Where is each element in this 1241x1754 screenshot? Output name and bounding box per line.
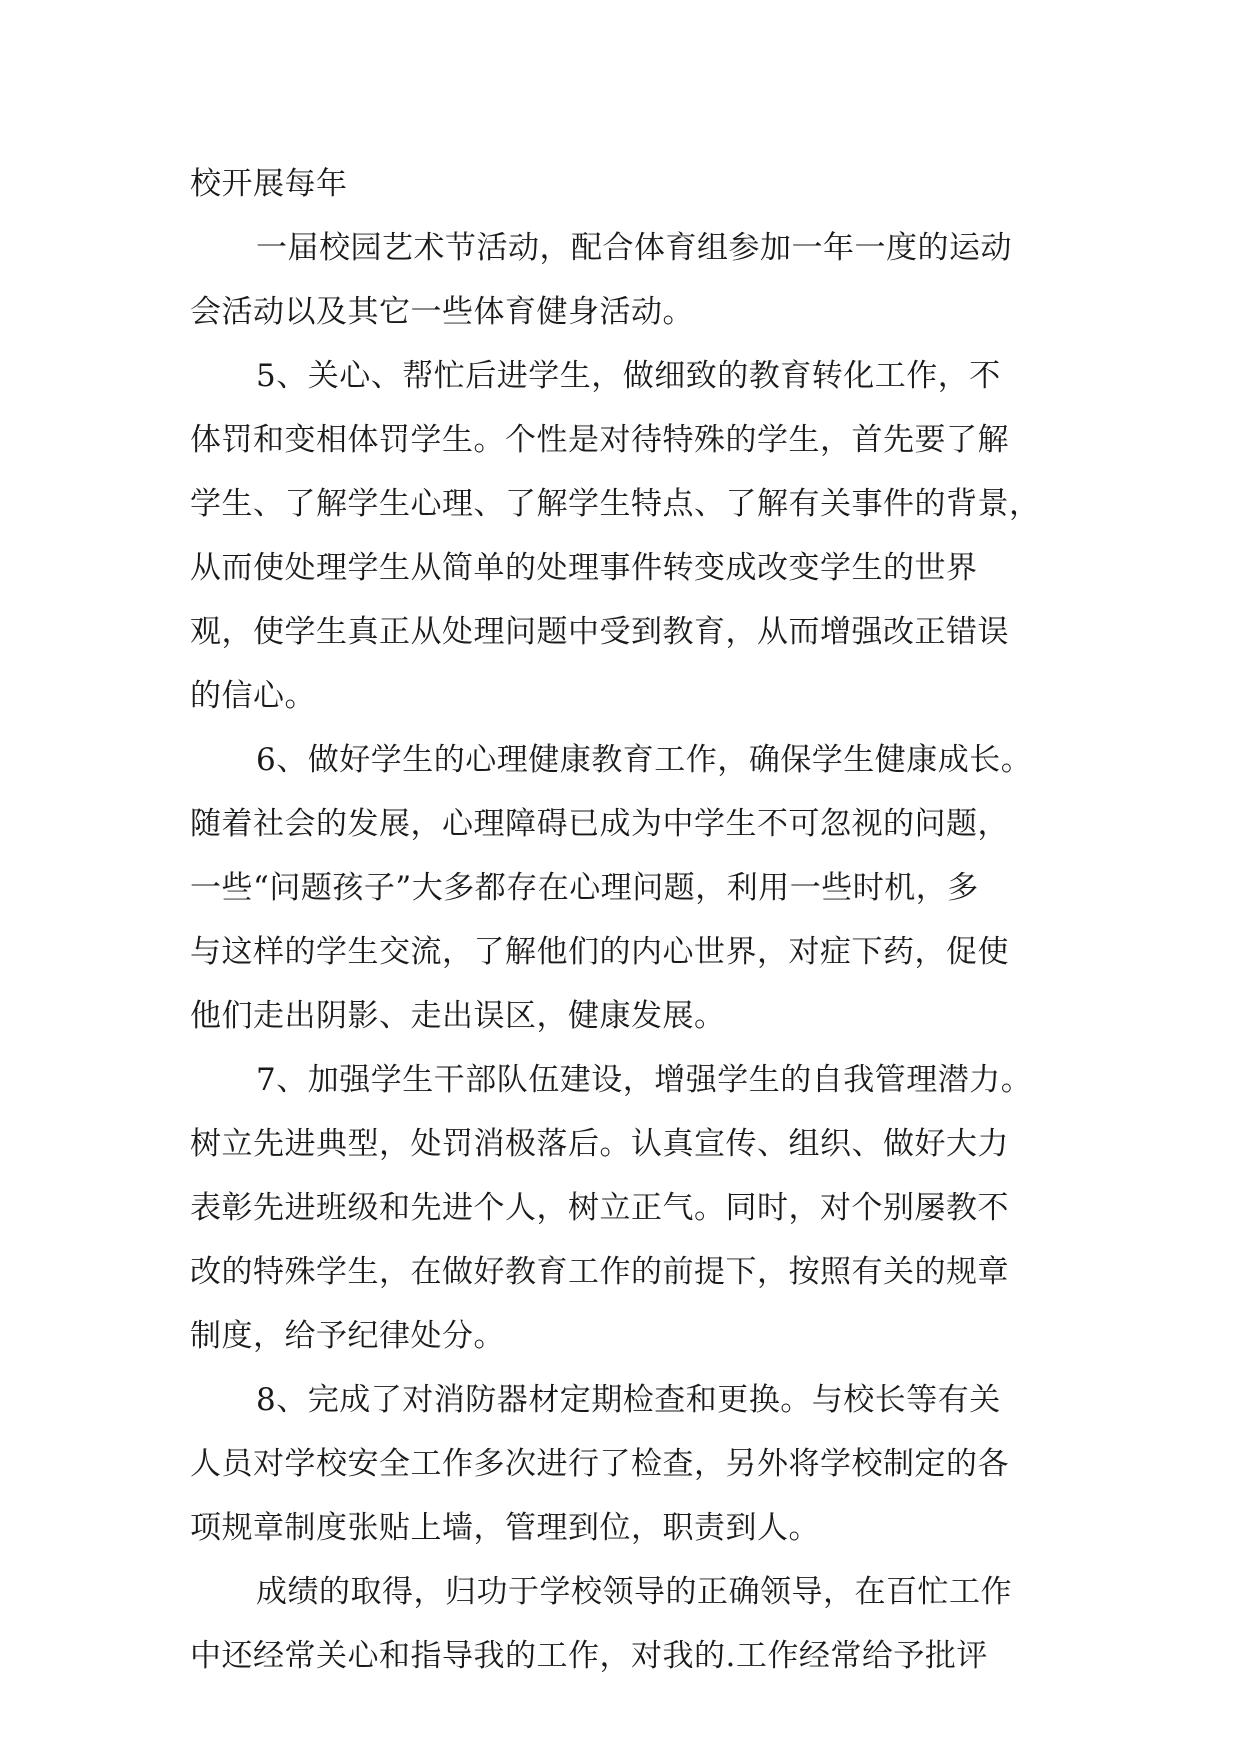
text-line: 的信心。 <box>190 678 316 714</box>
body-text <box>190 164 1070 1684</box>
text-line: 中还经常关心和指导我的工作，对我的.工作经常给予批评 <box>190 1638 988 1674</box>
text-line: 与这样的学生交流，了解他们的内心世界，对症下药，促使 <box>190 934 1009 970</box>
text-line: 会活动以及其它一些体育健身活动。 <box>190 294 694 330</box>
text-line: 制度，给予纪律处分。 <box>190 1318 505 1354</box>
text-line: 表彰先进班级和先进个人，树立正气。同时，对个别屡教不 <box>190 1190 1009 1226</box>
text-line: 校开展每年 <box>190 166 348 202</box>
text-line: 一些“问题孩子”大多都存在心理问题，利用一些时机，多 <box>190 870 979 906</box>
text-line: 树立先进典型，处罚消极落后。认真宣传、组织、做好大力 <box>190 1126 1009 1162</box>
text-line: 观，使学生真正从处理问题中受到教育，从而增强改正错误 <box>190 614 1009 650</box>
text-line: 学生、了解学生心理、了解学生特点、了解有关事件的背景， <box>190 486 1041 522</box>
text-line: 体罚和变相体罚学生。个性是对待特殊的学生，首先要了解 <box>190 422 1009 458</box>
text-line: 随着社会的发展，心理障碍已成为中学生不可忽视的问题， <box>190 806 1009 842</box>
text-line: 改的特殊学生，在做好教育工作的前提下，按照有关的规章 <box>190 1254 1009 1290</box>
text-line: 人员对学校安全工作多次进行了检查，另外将学校制定的各 <box>190 1446 1009 1482</box>
text-line: 项规章制度张贴上墙，管理到位，职责到人。 <box>190 1510 820 1546</box>
text-line: 7、加强学生干部队伍建设，增强学生的自我管理潜力。 <box>256 1062 1033 1098</box>
text-line: 一届校园艺术节活动，配合体育组参加一年一度的运动 <box>256 230 1012 266</box>
text-line: 成绩的取得，归功于学校领导的正确领导，在百忙工作 <box>256 1574 1012 1610</box>
text-line: 5、关心、帮忙后进学生，做细致的教育转化工作，不 <box>256 358 1001 394</box>
text-line: 6、做好学生的心理健康教育工作，确保学生健康成长。 <box>256 742 1033 778</box>
text-line: 他们走出阴影、走出误区，健康发展。 <box>190 998 726 1034</box>
text-line: 8、完成了对消防器材定期检查和更换。与校长等有关 <box>256 1382 1001 1418</box>
text-line: 从而使处理学生从简单的处理事件转变成改变学生的世界 <box>190 550 978 586</box>
